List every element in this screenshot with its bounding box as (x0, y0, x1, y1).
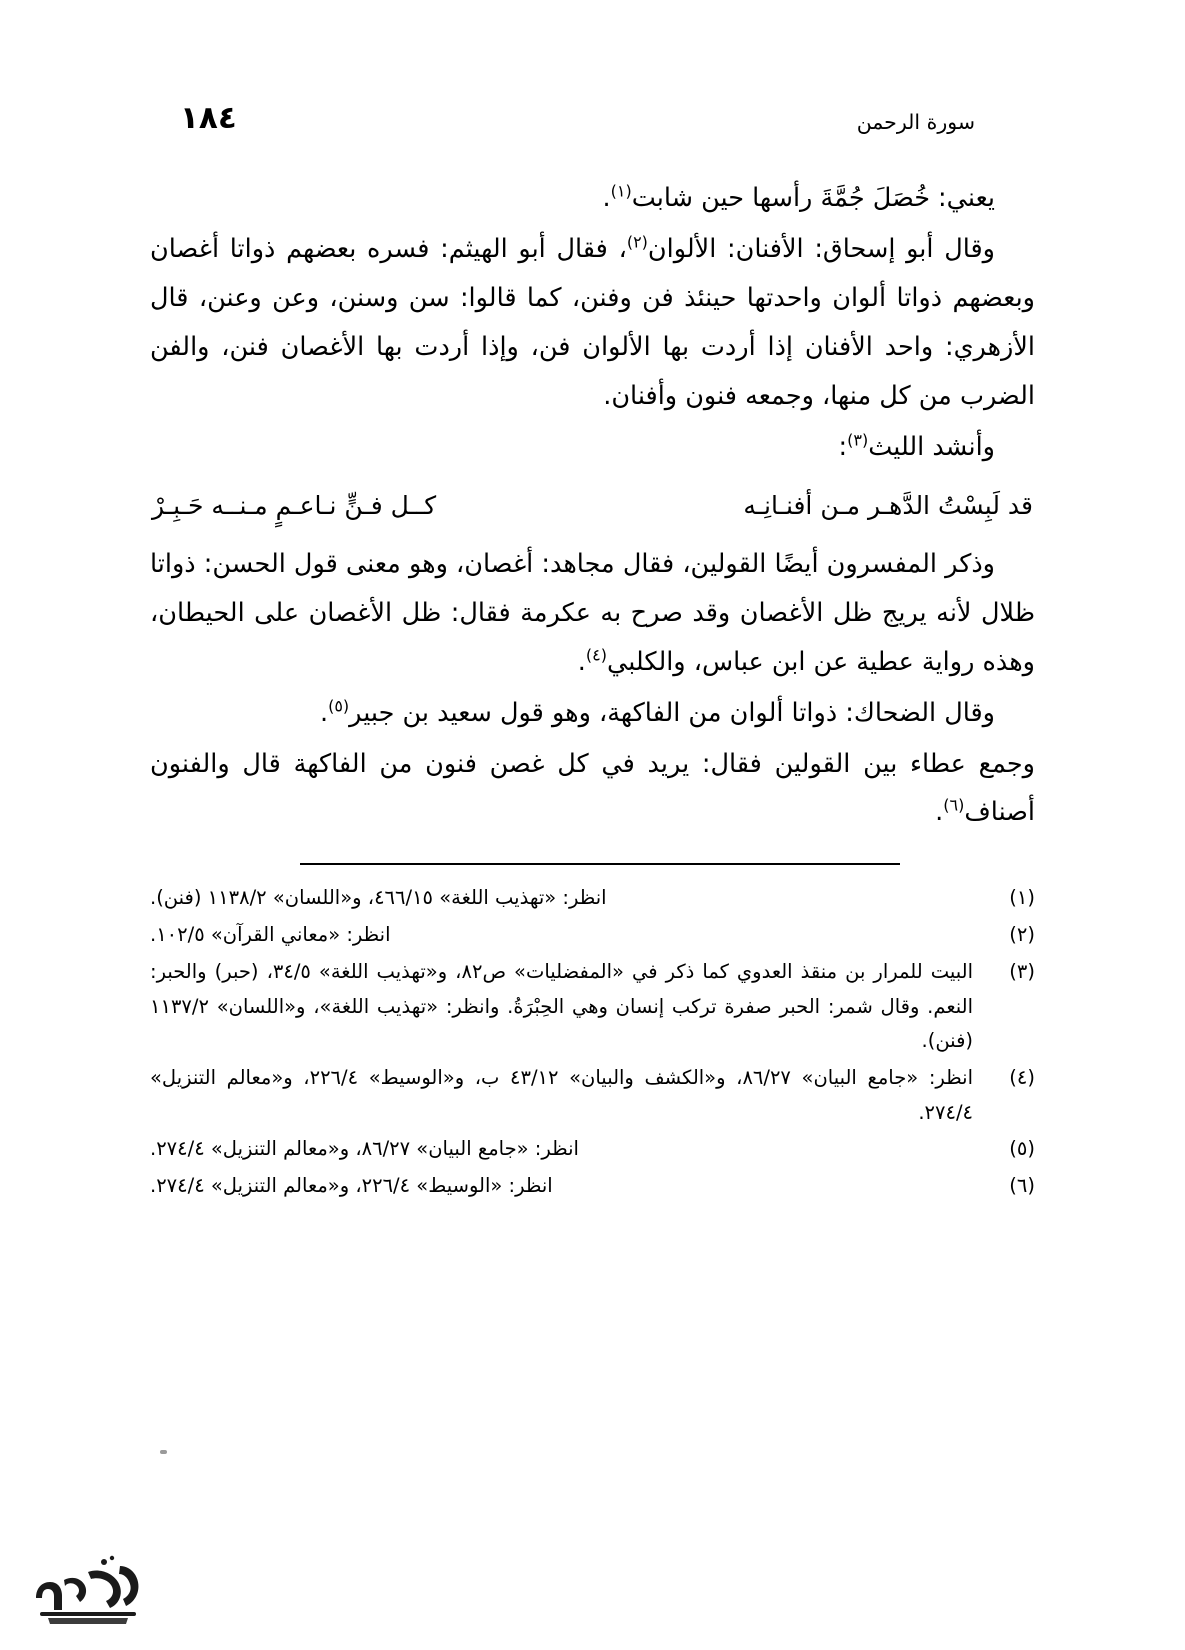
paragraph-3 (150, 423, 1035, 472)
footnote-marker-6: (٦) (943, 795, 965, 815)
footnote-number: (٦) (1009, 1174, 1035, 1198)
footnote-text: انظر: «جامع البيان» ٨٦/٢٧، و«الكشف والبيان» ٤٣/١٢ ب، و«الوسيط» ٢٢٦/٤، و«معالم التنزيل» ٢٧٤/٤. (150, 1065, 973, 1124)
body-text (150, 174, 1035, 837)
page-number: ١٨٤ (180, 100, 237, 136)
footnote-item (150, 1132, 1035, 1167)
footnote-item (150, 955, 1035, 1059)
footnote-separator (300, 863, 900, 865)
paragraph-6-tail: . (935, 797, 944, 828)
paragraph-6-text: وجمع عطاء بين القولين فقال: يريد في كل غصن فنون من الفاكهة قال والفنون أصناف (150, 748, 1035, 828)
footnote-text: البيت للمرار بن منقذ العدوي كما ذكر في «المفضليات» ص٨٢، و«تهذيب اللغة» ٣٤/٥، (حبر) والحبر: النعم. وقال شمر: الحبر صفرة تركب إنسان وهي الحِبْرَةُ. وانظر: «تهذيب اللغة»، و«اللسان» ١١٣٧/٢ (فنن). (150, 959, 974, 1053)
library-stamp (28, 1532, 148, 1632)
library-stamp-icon (28, 1532, 148, 1632)
paragraph-4 (150, 540, 1035, 687)
footnote-item (150, 918, 1035, 953)
footnote-marker-2: (٢) (626, 232, 648, 252)
paragraph-6 (150, 740, 1035, 838)
paragraph-4-tail: . (577, 646, 586, 677)
footnote-marker-5: (٥) (328, 696, 350, 716)
paragraph-1-text: يعني: خُصَلَ جُمَّةَ رأسها حين شابت (631, 183, 995, 213)
page-speck (160, 1450, 167, 1454)
paragraph-2-text-a: وقال أبو إسحاق: الأفنان: الألوان (647, 233, 995, 264)
paragraph-1 (150, 174, 1035, 223)
surah-title: سورة الرحمن (856, 110, 975, 134)
paragraph-2-text-b: ، فقال أبو الهيثم: فسره بعضهم ذواتا أغصان وبعضهم ذواتا ألوان واحدتها حينئذ فن وفنن، كما قالوا: سن وسنن، وعن وعنن، قال الأزهري: واحد الأفنان إذا أردت بها الألوان فن، وإذا أردت بها الأغصان فنن، والفن الضرب من كل منها، وجمعه فنون وأفنان. (150, 233, 1035, 411)
paragraph-2 (150, 225, 1035, 421)
verse-hemistich-right: قد لَبِسْتُ الدَّهـر مـن أفنـانِـه (743, 490, 1033, 520)
footnote-number: (١) (1009, 886, 1035, 910)
footnote-item (150, 1169, 1035, 1204)
footnote-text: انظر: «معاني القرآن» ١٠٢/٥. (150, 923, 391, 947)
paragraph-4-text: وذكر المفسرون أيضًا القولين، فقال مجاهد: أغصان، وهو معنى قول الحسن: ذواتا ظلال لأنه يريج ظل الأغصان وقد صرح به عكرمة فقال: ظل الأغصان على الحيطان، وهذه رواية عطية عن ابن عباس، والكلبي (150, 548, 1035, 677)
verse-hemistich-left: كــل فـنٍّ نـاعـمٍ مـنــه حَـبِـرْ (152, 490, 437, 520)
page-header (150, 100, 1035, 136)
footnote-item (150, 1061, 1035, 1130)
footnote-marker-3: (٣) (847, 430, 869, 450)
footnote-text: انظر: «جامع البيان» ٨٦/٢٧، و«معالم التنزيل» ٢٧٤/٤. (150, 1137, 579, 1161)
paragraph-5 (150, 689, 1035, 738)
footnote-number: (٣) (1009, 959, 1035, 983)
footnote-marker-1: (١) (610, 181, 632, 201)
verse-line (150, 482, 1035, 530)
paragraph-1-tail: . (602, 183, 611, 213)
footnote-marker-4: (٤) (585, 645, 607, 665)
paragraph-3-text: وأنشد الليث (868, 431, 995, 462)
footnote-number: (٤) (1009, 1065, 1035, 1089)
footnote-number: (٥) (1009, 1137, 1035, 1161)
footnote-text: انظر: «الوسيط» ٢٢٦/٤، و«معالم التنزيل» ٢٧٤/٤. (150, 1174, 553, 1198)
footnote-item (150, 881, 1035, 916)
footnotes-section (150, 881, 1035, 1203)
paragraph-5-text: وقال الضحاك: ذواتا ألوان من الفاكهة، وهو قول سعيد بن جبير (349, 697, 995, 728)
footnote-number: (٢) (1009, 923, 1035, 947)
paragraph-3-tail: : (838, 431, 848, 462)
paragraph-5-tail: . (319, 697, 329, 728)
footnote-text: انظر: «تهذيب اللغة» ٤٦٦/١٥، و«اللسان» ١١٣٨/٢ (فنن). (150, 886, 607, 910)
